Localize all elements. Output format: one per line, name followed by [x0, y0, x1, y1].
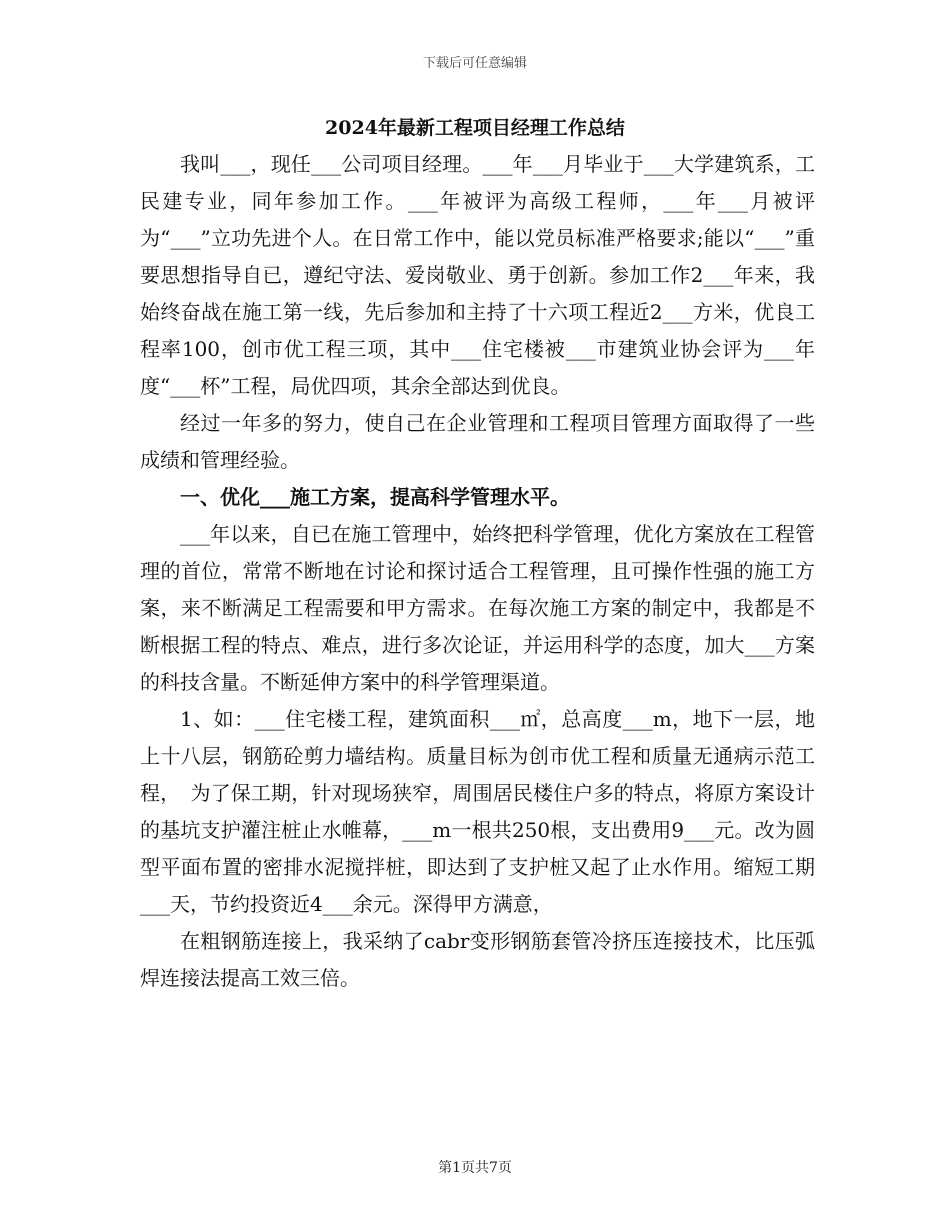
paragraph-summary: 经过一年多的努力，使自己在企业管理和工程项目管理方面取得了一些成绩和管理经验。	[140, 411, 815, 472]
paragraph-intro: 我叫___，现任___公司项目经理。___年___月毕业于___大学建筑系，工民建专业，同年参加工作。___年被评为高级工程师，___年___月被评为“___”立功先进个人。在日常工作中，能以党员标准严格要求;能以“___”重要思想指导自已，遵纪守法、爱岗敬业、勇于创新。参加工作2___年来，我始终奋战在施工第一线，先后参加和主持了十六项工程近2___方米，优良工程率100，创市优工程三项，其中___住宅楼被___市建筑业协会评为___年度“___杯”工程，局优四项，其余全部达到优良。	[140, 152, 815, 398]
paragraph-rebar: 在粗钢筋连接上，我采纳了cabr变形钢筋套管冷挤压连接技术，比压弧焊连接法提高工效三倍。	[140, 929, 815, 990]
paragraph-example-1: 1、如：___住宅楼工程，建筑面积___㎡，总高度___m，地下一层，地上十八层，钢筋砼剪力墙结构。质量目标为创市优工程和质量无通病示范工程， 为了保工期，针对现场狭窄，周围居民楼住户多的特点，将原方案设计的基坑支护灌注桩止水帷幕，___m一根共250根，支出费用9___元。改为圆型平面布置的密排水泥搅拌桩，即达到了支护桩又起了止水作用。缩短工期___天，节约投资近4___余元。深得甲方满意，	[140, 707, 815, 916]
document-body	[140, 146, 815, 997]
section-heading-1: 一、优化___施工方案，提高科学管理水平。	[180, 485, 570, 509]
page-number: 第1页共7页	[438, 1160, 512, 1176]
document-title: 2024年最新工程项目经理工作总结	[325, 117, 625, 139]
header-note: 下载后可任意编辑	[422, 56, 527, 71]
paragraph-section-1: ___年以来，自已在施工管理中，始终把科学管理，优化方案放在工程管理的首位，常常不断地在讨论和探讨适合工程管理，且可操作性强的施工方案，来不断满足工程需要和甲方需求。在每次施工方案的制定中，我都是不断根据工程的特点、难点，进行多次论证，并运用科学的态度，加大___方案的科技含量。不断延伸方案中的科学管理渠道。	[140, 522, 815, 694]
